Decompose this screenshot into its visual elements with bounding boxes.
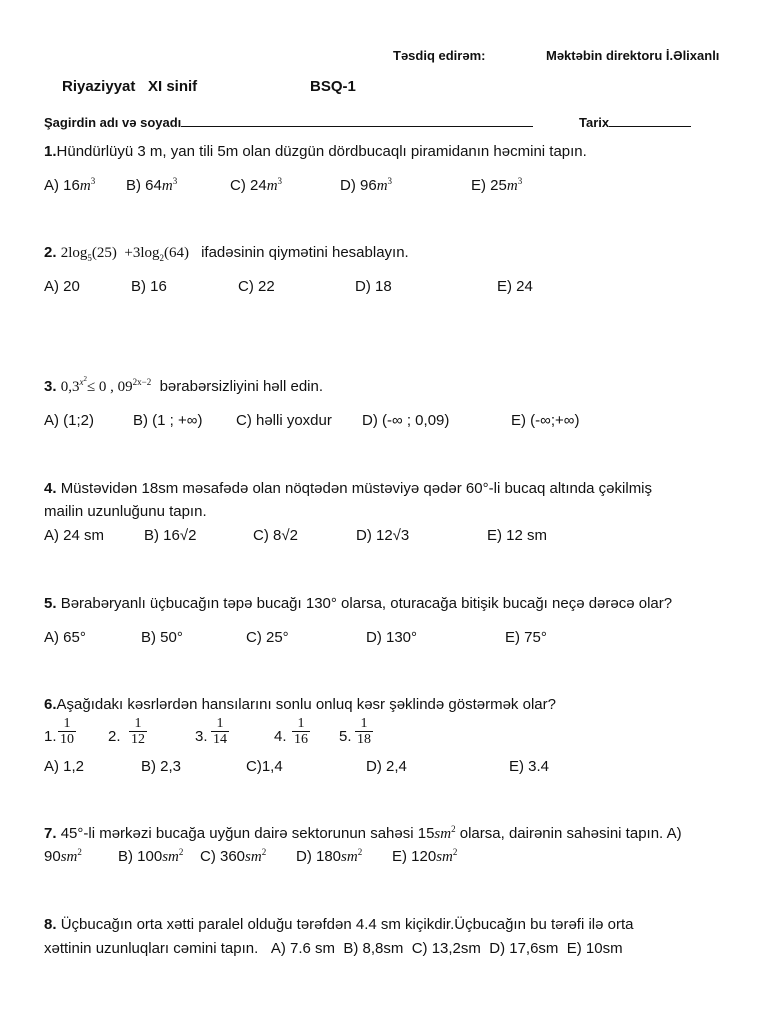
question-text: bərabərsizliyini həll edin. [159, 378, 324, 395]
question-8-line2 [44, 940, 623, 957]
q2-option-d: D) 18 [355, 278, 392, 295]
q2-option-e: E) 24 [497, 278, 533, 295]
question-4 [44, 480, 652, 497]
student-name-label: Şagirdin adı və soyadı [44, 115, 182, 130]
q5-option-c: C) 25° [246, 629, 289, 646]
q3-option-d: D) (-∞ ; 0,09) [362, 412, 450, 429]
q3-option-b: B) (1 ; +∞) [133, 412, 203, 429]
fraction-1-18: $\frac{1}{18}$ [357, 716, 371, 747]
student-name-field [44, 113, 533, 130]
q6-option-c: C)1,4 [246, 758, 283, 775]
q3-option-e: E) (-∞;+∞) [511, 412, 580, 429]
question-text: Bərabəryanlı üçbucağın təpə bucağı 130° olarsa, oturacağa bitişik bucağı neçə dərəcə olar? [60, 595, 673, 612]
question-number: 3. [44, 378, 57, 395]
question-3 [44, 375, 324, 396]
q5-option-d: D) 130° [366, 629, 418, 646]
q3-option-a: A) (1;2) [44, 412, 95, 429]
q7-option-d: D) $180sm^2$ [296, 847, 363, 865]
q7-option-e: E) $120sm^2$ [392, 847, 458, 865]
fraction-label: 5. [339, 728, 352, 745]
grade-title: XI sinif [148, 78, 198, 95]
student-name-line [181, 113, 533, 127]
question-number: 1. [44, 143, 57, 160]
question-text-line2: xəttinin uzunluqları cəmini tapın. [44, 940, 259, 957]
q4-option-a: A) 24 sm [44, 527, 105, 544]
question-text: Hündürlüyü 3 m, yan tili 5m olan düzgün dördbucaqlı piramidanın həcmini tapın. [56, 143, 587, 160]
q5-option-a: A) 65° [44, 629, 86, 646]
question-number: 8. [44, 916, 57, 933]
question-1 [44, 143, 587, 160]
fraction-1-10: $\frac{1}{10}$ [60, 716, 74, 747]
fraction-1-16: $\frac{1}{16}$ [294, 716, 308, 747]
question-number: 4. [44, 480, 57, 497]
inequality-expression: $0,3^{x^2}\le 0$ , $09^{2x-2}$ [60, 375, 152, 395]
q5-option-b: B) 50° [141, 629, 183, 646]
question-text-line1: Üçbucağın orta xətti paralel olduğu tərəfdən 4.4 sm kiçikdir.Üçbucağın bu tərəfi ilə orta [60, 916, 634, 933]
q8-option-a: A) 7.6 sm [270, 940, 335, 957]
q5-option-e: E) 75° [505, 629, 547, 646]
question-text-part1: 45°-li mərkəzi bucağa uyğun dairə sektorunun sahəsi 15 [60, 825, 435, 842]
q1-option-b: B) $64m^3$ [126, 176, 178, 194]
subject-title: Riyaziyyat [62, 78, 136, 95]
q8-option-d: D) 17,6sm [489, 940, 559, 957]
fraction-1-12: $\frac{1}{12}$ [131, 716, 145, 747]
question-number: 5. [44, 595, 57, 612]
q8-option-e: E) 10sm [566, 940, 623, 957]
question-6 [44, 696, 556, 713]
q4-option-d: D) 12√3 [356, 527, 410, 544]
question-number: 6. [44, 696, 57, 713]
q4-option-b: B) 16√2 [144, 527, 197, 544]
test-code: BSQ-1 [310, 78, 356, 95]
q8-option-c: C) 13,2sm [411, 940, 481, 957]
question-2 [44, 244, 409, 262]
q2-option-a: A) 20 [44, 278, 80, 295]
q7-option-c: C) $360sm^2$ [200, 847, 267, 865]
q1-option-e: E) $25m^3$ [471, 176, 523, 194]
q1-option-d: D) $96m^3$ [340, 176, 393, 194]
q6-option-d: D) 2,4 [366, 758, 407, 775]
question-number: 2. [44, 244, 57, 261]
q4-option-c: C) 8√2 [253, 527, 298, 544]
question-8 [44, 916, 634, 933]
director-label: Məktəbin direktoru İ.Əlixanlı [546, 48, 720, 63]
question-text: ifadəsinin qiymətini hesablayın. [201, 244, 409, 261]
fraction-label: 2. [108, 728, 121, 745]
date-line [609, 113, 691, 127]
approve-label: Təsdiq edirəm: [393, 48, 486, 63]
question-4-line2: mailin uzunluğunu tapın. [44, 503, 207, 520]
q6-option-e: E) 3.4 [509, 758, 550, 775]
date-label: Tarix [579, 115, 610, 130]
q2-option-b: B) 16 [131, 278, 167, 295]
q8-option-b: B) 8,8sm [343, 940, 404, 957]
q6-option-a: A) 1,2 [44, 758, 85, 775]
q3-option-c: C) həlli yoxdur [236, 412, 332, 429]
date-field [579, 113, 691, 130]
q1-option-c: C) $24m^3$ [230, 176, 283, 194]
q2-option-c: C) 22 [238, 278, 275, 295]
q7-option-b: B) $100sm^2$ [118, 847, 184, 865]
question-number: 7. [44, 825, 57, 842]
question-text-line1: Müstəvidən 18sm məsafədə olan nöqtədən müstəviyə qədər 60°-li bucaq altında çəkilmiş [60, 480, 653, 497]
fraction-label: 3. [195, 728, 208, 745]
fraction-1-14: $\frac{1}{14}$ [213, 716, 227, 747]
question-text: Aşağıdakı kəsrlərdən hansılarını sonlu onluq kəsr şəklində göstərmək olar? [56, 696, 556, 713]
q4-option-e: E) 12 sm [487, 527, 548, 544]
question-7: 7. 45°-li mərkəzi bucağa uyğun dairə sektorunun sahəsi $15sm^2$ olarsa, dairənin sahəsini tapın. A) [44, 824, 682, 842]
q7-option-a: $90sm^2$ [44, 847, 82, 865]
question-text-part2: olarsa, dairənin sahəsini tapın. [459, 825, 664, 842]
q7-option-a-label: A) [666, 825, 682, 842]
fraction-label: 4. [274, 728, 287, 745]
log-expression: $2\log_5(25) +3\log_2(64)$ [60, 245, 189, 263]
q1-option-a: A) $16m^3$ [44, 176, 96, 194]
question-5 [44, 595, 672, 612]
q6-option-b: B) 2,3 [141, 758, 182, 775]
fraction-label: 1. [44, 728, 57, 745]
